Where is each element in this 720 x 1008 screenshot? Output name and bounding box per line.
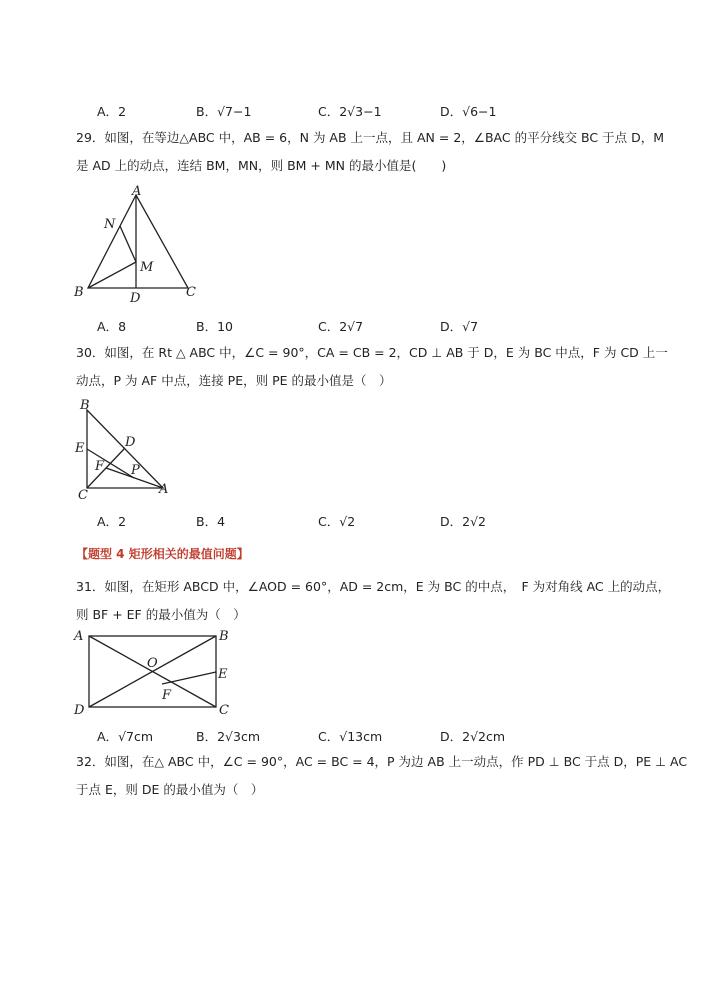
q31-label-e: E (218, 667, 228, 682)
q29-label-d: D (130, 291, 141, 306)
q31-stem-line1: 31．如图，在矩形 ABCD 中，∠AOD = 60°，AD = 2cm，E 为 BC 的中点， F 为对角线 AC 上的动点， (76, 579, 671, 594)
q29-option-b: B．10 (196, 319, 233, 334)
q28-option-c: C．2√3−1 (318, 104, 382, 119)
q29-figure (70, 186, 210, 306)
q31-option-a: A．√7cm (97, 729, 154, 744)
q28-option-b: B．√7−1 (196, 104, 252, 119)
q31-label-d: D (74, 703, 85, 718)
q30-label-p: P (131, 463, 140, 478)
q32-stem-line1: 32．如图，在△ ABC 中，∠C = 90°，AC = BC = 4，P 为边 AB 上一动点，作 PD ⊥ BC 于点 D，PE ⊥ AC (76, 754, 688, 769)
q30-label-a: A (159, 482, 169, 497)
q28-option-d: D．√6−1 (440, 104, 497, 119)
q29-label-c: C (186, 285, 196, 300)
q29-option-c: C．2√7 (318, 319, 364, 334)
q31-label-o: O (147, 656, 158, 671)
q31-label-b: B (219, 629, 229, 644)
q31-option-d: D．2√2cm (440, 729, 506, 744)
q29-label-b: B (74, 285, 84, 300)
q30-option-a: A．2 (97, 514, 127, 529)
q31-stem-line2: 则 BF + EF 的最小值为（ ） (76, 607, 246, 622)
q32-stem-line2: 于点 E，则 DE 的最小值为（ ） (76, 782, 264, 797)
q29-stem-line2: 是 AD 上的动点，连结 BM，MN，则 BM + MN 的最小值是( ) (76, 158, 447, 173)
section-heading: 【题型 4 矩形相关的最值问题】 (76, 547, 249, 561)
q30-figure (70, 396, 180, 501)
q30-stem-line2: 动点，P 为 AF 中点，连接 PE，则 PE 的最小值是（ ） (76, 373, 392, 388)
q28-option-a: A．2 (97, 104, 127, 119)
q31-option-c: C．√13cm (318, 729, 383, 744)
q29-label-a: A (132, 184, 142, 199)
q30-label-e: E (75, 441, 85, 456)
q29-stem-line1: 29．如图，在等边△ABC 中，AB = 6，N 为 AB 上一点，且 AN = 2，∠BAC 的平分线交 BC 于点 D，M (76, 130, 665, 145)
q31-figure (72, 626, 242, 718)
q29-option-a: A．8 (97, 319, 127, 334)
q29-segment-nm (120, 226, 136, 262)
q29-label-n: N (104, 217, 116, 232)
q29-option-d: D．√7 (440, 319, 479, 334)
q31-segment-ef (162, 672, 216, 684)
q31-label-f: F (162, 688, 172, 703)
q31-option-b: B．2√3cm (196, 729, 260, 744)
q30-label-f: F (95, 459, 105, 474)
q30-label-b: B (80, 398, 90, 413)
q30-option-d: D．2√2 (440, 514, 487, 529)
q30-label-d: D (125, 435, 136, 450)
q29-triangle (88, 195, 188, 288)
q31-label-a: A (74, 629, 84, 644)
q31-label-c: C (219, 703, 229, 718)
q29-label-m: M (140, 260, 154, 275)
q30-option-b: B．4 (196, 514, 226, 529)
q30-option-c: C．√2 (318, 514, 356, 529)
q30-stem-line1: 30．如图，在 Rt △ ABC 中，∠C = 90°，CA = CB = 2，CD ⊥ AB 于 D，E 为 BC 中点，F 为 CD 上一 (76, 345, 668, 360)
q30-label-c: C (78, 488, 88, 503)
